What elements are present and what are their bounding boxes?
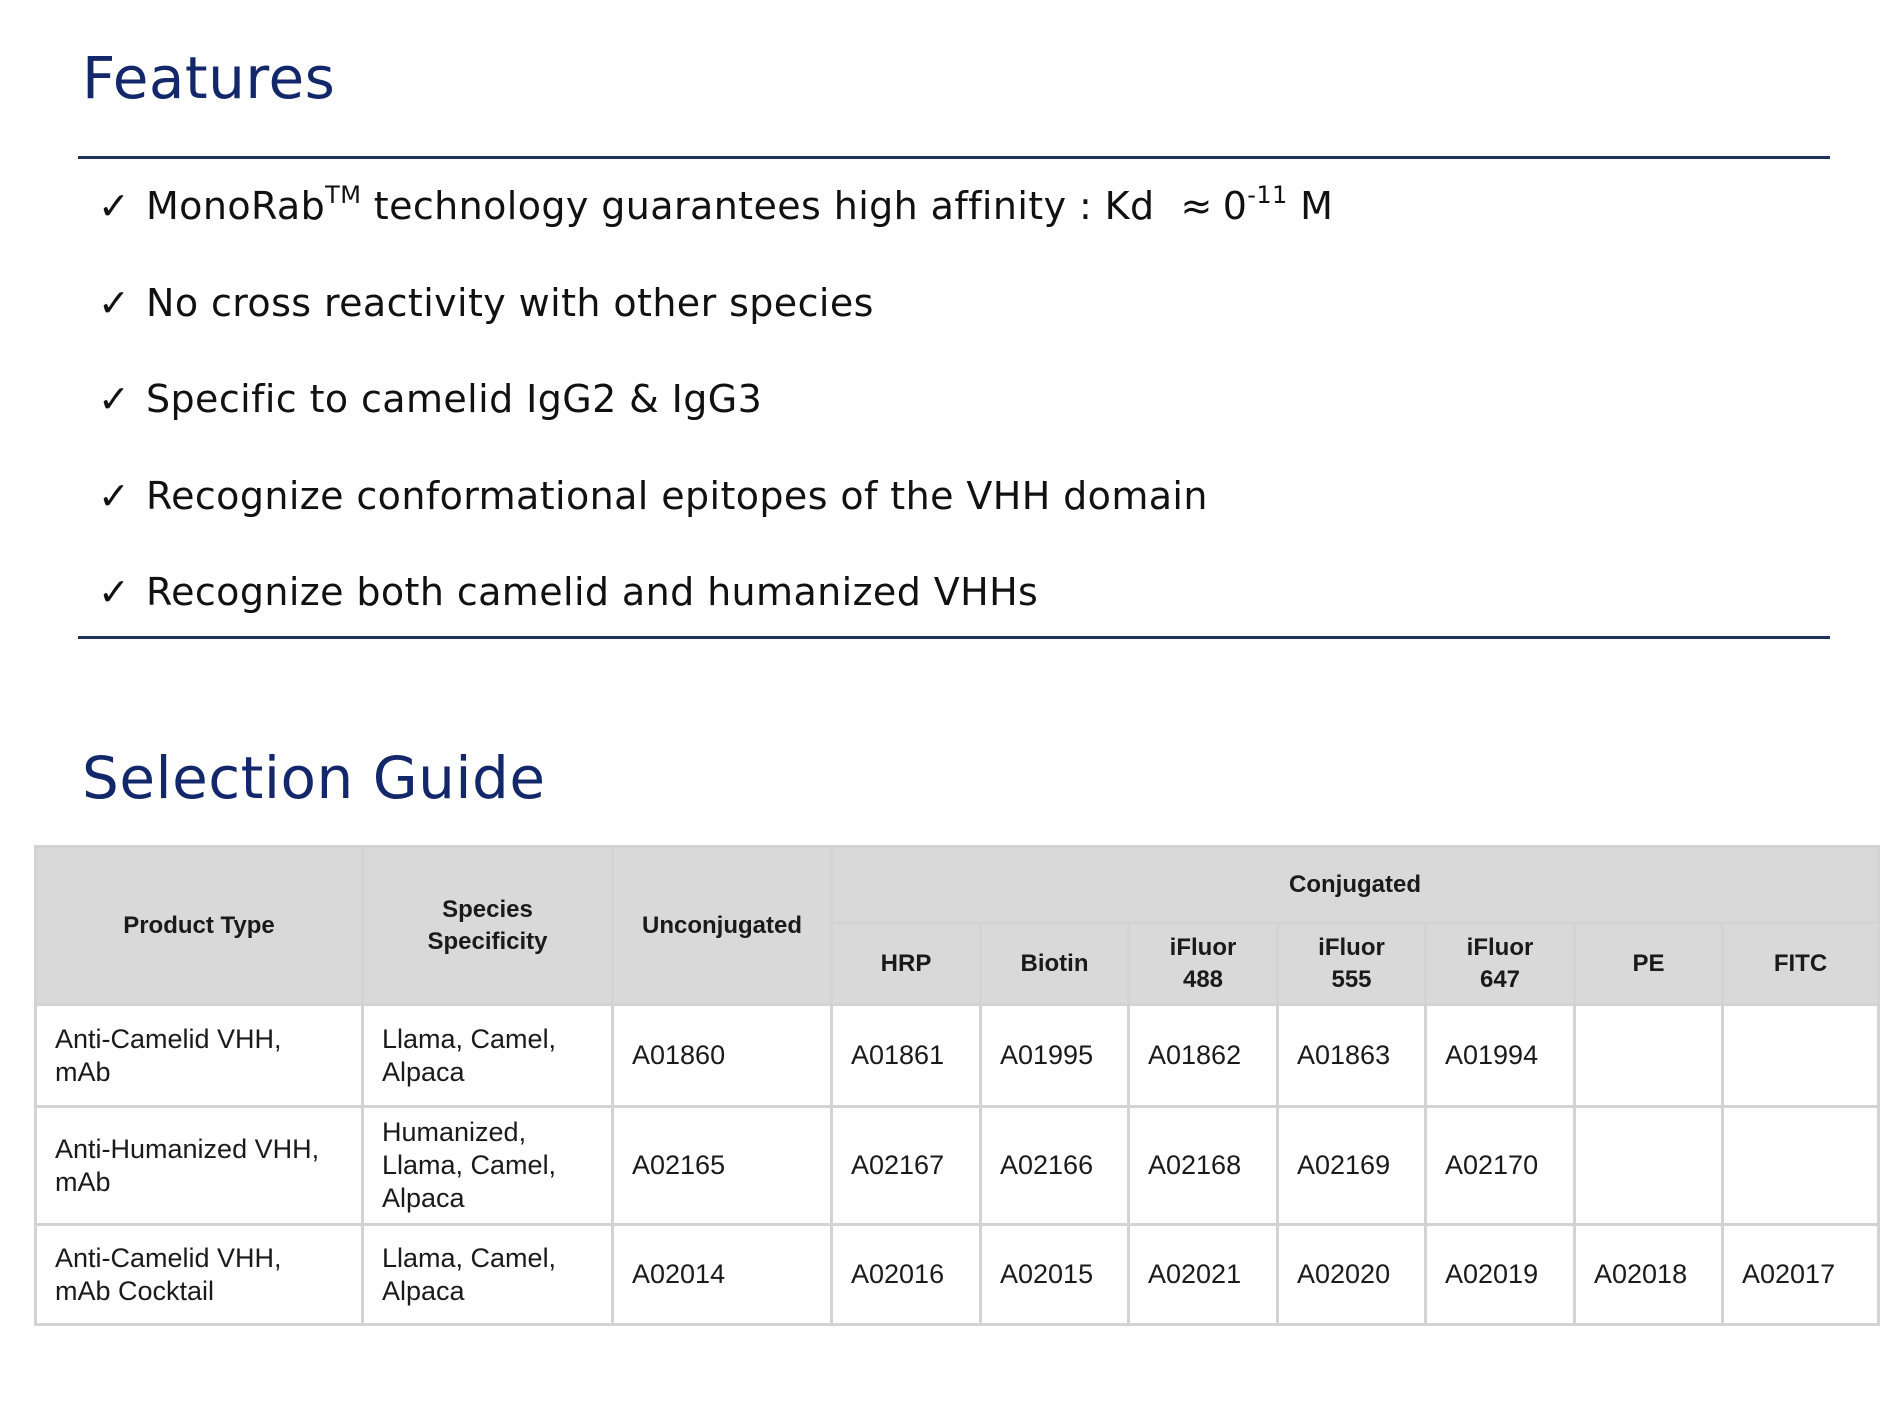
features-list [98, 178, 1333, 661]
cell-biotin: A02015 [981, 1225, 1129, 1325]
cell-hrp: A02167 [832, 1107, 981, 1225]
cell-product-type: Anti-Humanized VHH, mAb [36, 1107, 363, 1225]
checkmark-icon: ✓ [98, 184, 131, 228]
header-unconjugated: Unconjugated [613, 847, 832, 1005]
trademark-superscript: TM [325, 181, 362, 209]
cell-product-type: Anti-Camelid VHH, mAb [36, 1005, 363, 1107]
cell-product-type: Anti-Camelid VHH, mAb Cocktail [36, 1225, 363, 1325]
checkmark-icon: ✓ [98, 570, 131, 614]
cell-species: Llama, Camel, Alpaca [363, 1005, 613, 1107]
feature-affinity-base: 0 [1222, 184, 1248, 228]
cell-fitc [1723, 1107, 1879, 1225]
cell-unconjugated: A02014 [613, 1225, 832, 1325]
header-ifluor-647: iFluor 647 [1426, 923, 1575, 1005]
checkmark-icon: ✓ [98, 377, 131, 421]
cell-unconjugated: A01860 [613, 1005, 832, 1107]
header-hrp: HRP [832, 923, 981, 1005]
header-product-type: Product Type [36, 847, 363, 1005]
header-ifluor-488: iFluor 488 [1129, 923, 1278, 1005]
feature-item-affinity [98, 178, 1333, 275]
header-ifluor-555: iFluor 555 [1278, 923, 1426, 1005]
cell-ifluor-555: A02169 [1278, 1107, 1426, 1225]
header-biotin: Biotin [981, 923, 1129, 1005]
feature-item-epitopes [98, 468, 1333, 565]
feature-item-cross-reactivity [98, 275, 1333, 372]
table-row [36, 1107, 1879, 1225]
feature-text: Recognize both camelid and humanized VHHs [146, 570, 1039, 614]
table-row [36, 1225, 1879, 1325]
cell-hrp: A02016 [832, 1225, 981, 1325]
cell-ifluor-488: A01862 [1129, 1005, 1278, 1107]
selection-guide-table [34, 845, 1880, 1326]
feature-affinity-unit: M [1287, 184, 1334, 228]
feature-item-specificity [98, 371, 1333, 468]
feature-text: Specific to camelid IgG2 & IgG3 [146, 377, 763, 421]
header-species-specificity: Species Specificity [363, 847, 613, 1005]
cell-fitc: A02017 [1723, 1225, 1879, 1325]
cell-ifluor-488: A02021 [1129, 1225, 1278, 1325]
feature-affinity-brand: MonoRab [146, 184, 326, 228]
cell-pe [1575, 1005, 1723, 1107]
cell-pe: A02018 [1575, 1225, 1723, 1325]
cell-species: Llama, Camel, Alpaca [363, 1225, 613, 1325]
cell-pe [1575, 1107, 1723, 1225]
cell-fitc [1723, 1005, 1879, 1107]
cell-ifluor-555: A02020 [1278, 1225, 1426, 1325]
features-top-rule [78, 156, 1830, 159]
checkmark-icon: ✓ [98, 473, 131, 518]
cell-ifluor-555: A01863 [1278, 1005, 1426, 1107]
cell-biotin: A02166 [981, 1107, 1129, 1225]
cell-biotin: A01995 [981, 1005, 1129, 1107]
cell-ifluor-647: A02019 [1426, 1225, 1575, 1325]
feature-text: No cross reactivity with other species [146, 280, 874, 325]
cell-ifluor-488: A02168 [1129, 1107, 1278, 1225]
exponent-superscript: -11 [1247, 181, 1288, 209]
cell-ifluor-647: A02170 [1426, 1107, 1575, 1225]
selection-guide-title: Selection Guide [82, 744, 546, 812]
header-fitc: FITC [1723, 923, 1879, 1005]
feature-affinity-body: technology guarantees high affinity : Kd [361, 184, 1155, 228]
features-title: Features [82, 44, 336, 112]
features-bottom-rule [78, 636, 1830, 639]
cell-hrp: A01861 [832, 1005, 981, 1107]
checkmark-icon: ✓ [98, 280, 131, 325]
cell-ifluor-647: A01994 [1426, 1005, 1575, 1107]
header-conjugated: Conjugated [832, 847, 1879, 923]
cell-unconjugated: A02165 [613, 1107, 832, 1225]
feature-item-recognition [98, 564, 1333, 661]
approx-symbol: ≈ [1180, 184, 1213, 228]
table-row [36, 1005, 1879, 1107]
cell-species: Humanized, Llama, Camel, Alpaca [363, 1107, 613, 1225]
header-pe: PE [1575, 923, 1723, 1005]
feature-text: Recognize conformational epitopes of the VHH domain [146, 473, 1208, 518]
feature-text-affinity [146, 178, 1333, 234]
table-header-row [36, 847, 1879, 923]
